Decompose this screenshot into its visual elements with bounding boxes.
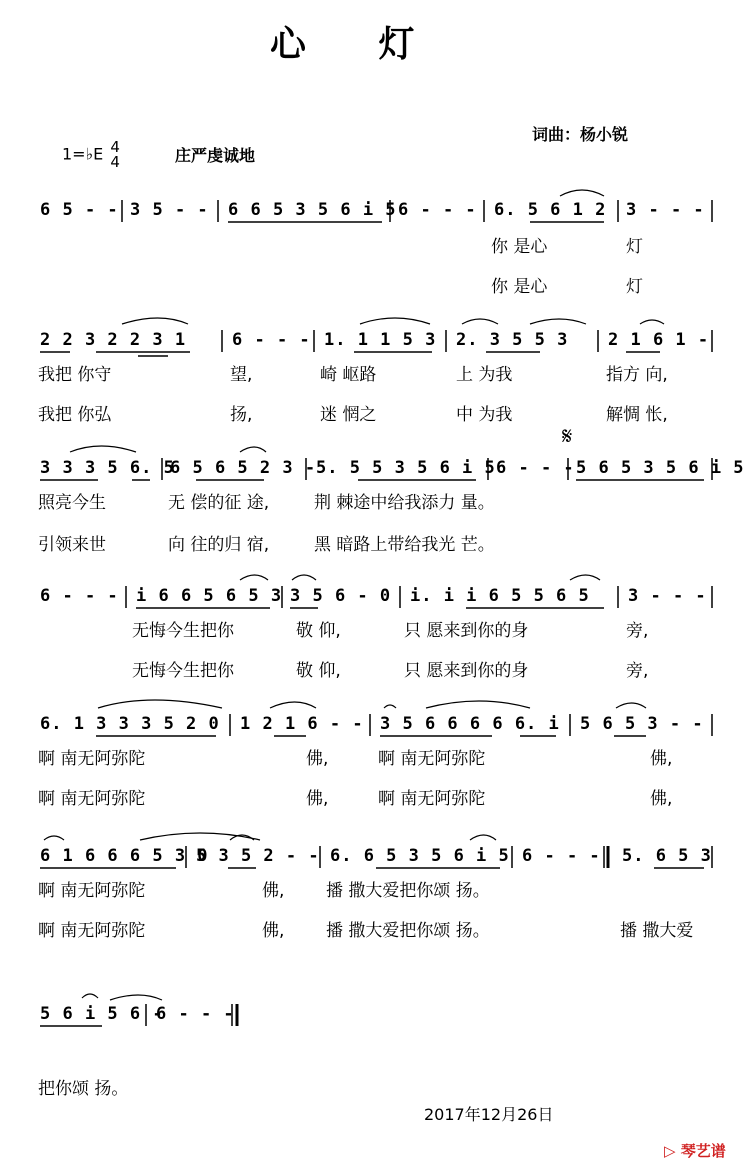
lyric-segment: 播 撒大爱把你颂 扬。 xyxy=(326,921,490,941)
tempo-marking: 庄严虔诚地 xyxy=(175,146,256,165)
lyric-segment: 把你颂 扬。 xyxy=(38,1079,129,1099)
measure: 3 3 3 5 6. 5 xyxy=(40,458,175,478)
lyric-segment: 佛, xyxy=(650,749,673,769)
lyric-segment: 你 是心 xyxy=(491,277,548,297)
measure: 6 - - - xyxy=(398,200,477,220)
lyric-segment: 我把 你守 xyxy=(38,365,112,385)
lyric-segment: 灯 xyxy=(626,237,643,257)
measure: 6. 6 5 3 5 6 i 5 xyxy=(330,846,510,866)
lyric-segment: 只 愿来到你的身 xyxy=(404,661,529,681)
lyric-segment: 扬, xyxy=(230,405,253,425)
lyric-segment: 啊 南无阿弥陀 xyxy=(38,881,146,901)
lyric-segment: 啊 南无阿弥陀 xyxy=(378,749,486,769)
measure: 6 - - - xyxy=(496,458,575,478)
lyric-segment: 啊 南无阿弥陀 xyxy=(38,921,146,941)
lyric-segment: 无悔今生把你 xyxy=(132,661,234,681)
measure: 5. 5 5 3 5 6 i 5 xyxy=(316,458,496,478)
lyric-segment: 解惆 怅, xyxy=(606,405,668,425)
lyric-segment: 引领来世 xyxy=(38,535,106,555)
composer-credit: 词曲：杨小锐 xyxy=(532,125,629,144)
lyric-segment: 照亮今生 xyxy=(38,493,106,513)
logo-icon: ▷ xyxy=(664,1142,676,1160)
lyric-segment: 中 为我 xyxy=(456,405,513,425)
lyric-segment: 无悔今生把你 xyxy=(132,621,234,641)
lyric-segment: 啊 南无阿弥陀 xyxy=(38,789,146,809)
lyric-segment: 佛, xyxy=(262,921,285,941)
date-stamp: 2017年12月26日 xyxy=(424,1105,554,1124)
lyric-segment: 啊 南无阿弥陀 xyxy=(378,789,486,809)
barlines xyxy=(122,200,712,1026)
measure: 6 5 6 5 2 3 - xyxy=(170,458,317,478)
measure: 3 5 6 6 6 6 6. i xyxy=(380,714,560,734)
measure: 3 5 6 - 0 xyxy=(290,586,392,606)
lyric-segment: 迷 惘之 xyxy=(320,405,377,425)
lyric-segment: 佛, xyxy=(650,789,673,809)
measure: 6. 5 6 1 2 xyxy=(494,200,607,220)
measure: 6 6 5 3 5 6 i 5 xyxy=(228,200,397,220)
measure: 2. 3 5 5 3 xyxy=(456,330,569,350)
lyric-segment: 播 撒大爱 xyxy=(620,921,694,941)
lyric-segment: 敬 仰, xyxy=(296,661,341,681)
measure: 6 5 - - xyxy=(40,200,119,220)
key-label: 1=♭E xyxy=(62,144,104,164)
lyric-segment: 上 为我 xyxy=(456,365,513,385)
lyric-segment: 我把 你弘 xyxy=(38,405,112,425)
measure: 1. 1 1 5 3 xyxy=(324,330,437,350)
ties-and-slurs xyxy=(44,190,664,1000)
measure: 6 - - - xyxy=(522,846,601,866)
lyric-segment: 向 往的归 宿, xyxy=(168,535,270,555)
measure: 1 2 1 6 - - xyxy=(240,714,364,734)
measure: 2 2 3 2 2 3 1 xyxy=(40,330,187,350)
measure: 5. 6 5 3 xyxy=(622,846,712,866)
lyric-segment: 敬 仰, xyxy=(296,621,341,641)
measure: 6 - - - xyxy=(40,586,119,606)
logo-text: 琴艺谱 xyxy=(680,1142,726,1160)
segno-icon: 𝄋 xyxy=(562,422,573,450)
lyric-segment: 指方 向, xyxy=(606,365,668,385)
measure: 6 - - - xyxy=(156,1004,235,1024)
lyric-segment: 荆 棘途中给我添力 量。 xyxy=(314,493,495,513)
lyric-segment: 你 是心 xyxy=(491,237,548,257)
lyric-segment: 佛, xyxy=(306,789,329,809)
lyric-segment: 崎 岖路 xyxy=(320,365,377,385)
lyric-segment: 旁, xyxy=(626,661,649,681)
measure: 3 - - - xyxy=(626,200,705,220)
measure: i 6 6 5 6 5 3 xyxy=(136,586,283,606)
time-bottom: 4 xyxy=(110,153,120,171)
lyric-segment: 啊 南无阿弥陀 xyxy=(38,749,146,769)
measure: 2 1 6 1 - xyxy=(608,330,710,350)
measure: 3 - - - xyxy=(628,586,707,606)
lyric-segment: 播 撒大爱把你颂 扬。 xyxy=(326,881,490,901)
lyric-segment: 佛, xyxy=(306,749,329,769)
measure: 6. 1 3 3 3 5 2 0 xyxy=(40,714,220,734)
measure: 5 3 5 2 - - xyxy=(196,846,320,866)
measure: 3 5 - - xyxy=(130,200,209,220)
song-title: 心 灯 xyxy=(270,24,445,65)
measure: 6 1 6 6 6 5 3 0 xyxy=(40,846,209,866)
measure: i. i i 6 5 5 6 5 xyxy=(410,586,590,606)
lyric-segment: 佛, xyxy=(262,881,285,901)
measure: 5 6 i 5 6 - xyxy=(40,1004,164,1024)
lyric-segment: 只 愿来到你的身 xyxy=(404,621,529,641)
measure: 5 6 5 3 - - xyxy=(580,714,704,734)
beam-underlines xyxy=(40,222,704,1026)
lyric-segment: 灯 xyxy=(626,277,643,297)
lyric-segment: 望, xyxy=(230,365,253,385)
measure: 5 6 5 3 5 6 i 5 xyxy=(576,458,745,478)
time-top: 4 xyxy=(110,138,120,156)
lyric-segment: 旁, xyxy=(626,621,649,641)
measure: 6 - - - xyxy=(232,330,311,350)
lyric-segment: 无 偿的征 途, xyxy=(168,493,270,513)
lyric-segment: 黑 暗路上带给我光 芒。 xyxy=(314,535,495,555)
